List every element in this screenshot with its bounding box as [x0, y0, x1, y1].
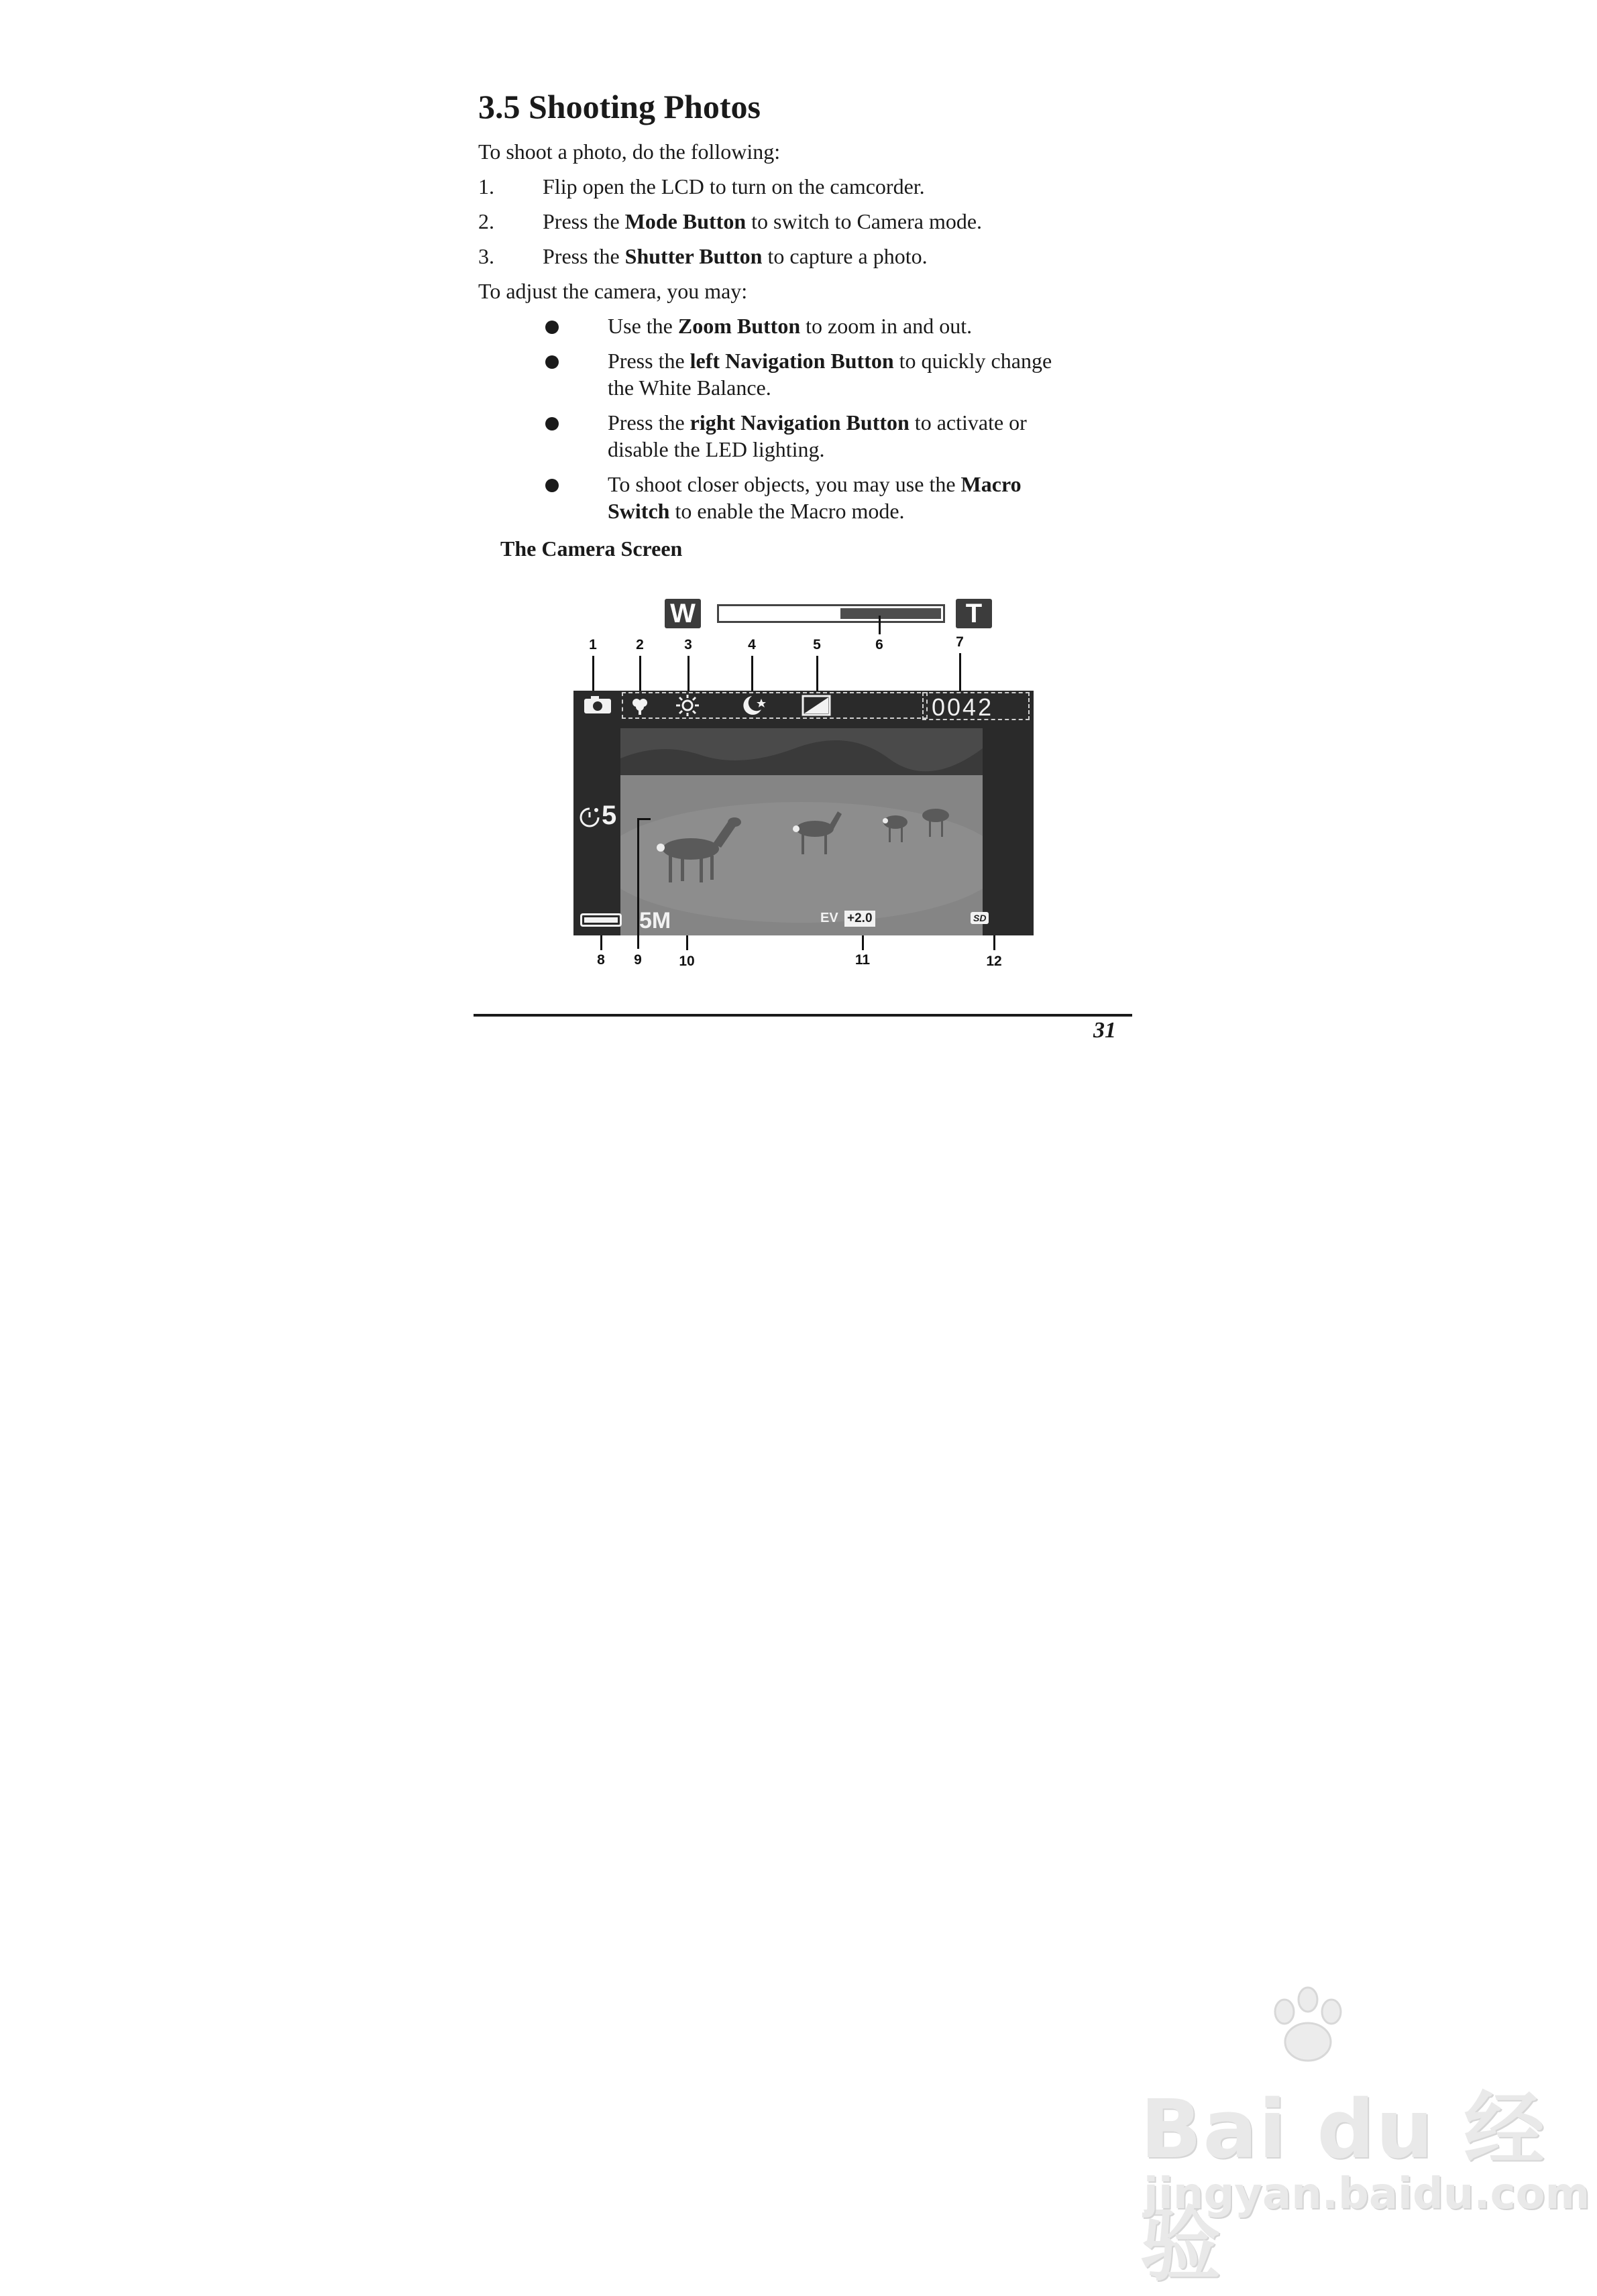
callout-label: 9 [634, 952, 642, 968]
bullet-text: Press the right Navigation Button to activate or [608, 410, 1027, 435]
bullet-dot [545, 355, 559, 369]
callout-label: 7 [956, 634, 964, 650]
adjust-intro-text: To adjust the camera, you may: [478, 279, 748, 303]
page-number: 31 [1093, 1018, 1116, 1043]
callout-label: 6 [875, 637, 883, 652]
bullet-dot [545, 479, 559, 492]
callout-line [600, 935, 602, 950]
sd-card-icon: SD [971, 912, 989, 924]
callout-line [816, 656, 818, 691]
battery-icon [580, 913, 622, 927]
step-number: 3. [478, 244, 494, 268]
resolution-indicator: 5M [639, 908, 671, 933]
step-text: Press the Mode Button to switch to Camera mode. [543, 209, 983, 233]
bullet-text-continuation: Switch to enable the Macro mode. [608, 499, 905, 523]
callout-line [639, 656, 641, 691]
self-timer-icon [577, 805, 602, 829]
camera-mode-icon [582, 693, 614, 716]
contrast-icon [802, 695, 831, 716]
bullet-dot [545, 321, 559, 334]
sun-white-balance-icon [674, 693, 701, 718]
callout-line [751, 656, 753, 691]
callout-line [879, 616, 881, 634]
callout-line [686, 935, 688, 950]
callout-label: 4 [748, 637, 756, 652]
camera-screen-figure [573, 597, 1043, 979]
watermark-brand: Bai du 经验 [1140, 2083, 1546, 2292]
callout-label: 5 [813, 637, 821, 652]
callout-line [637, 818, 651, 820]
intro-text: To shoot a photo, do the following: [478, 139, 781, 164]
zoom-level-fill [840, 608, 941, 619]
callout-label: 8 [597, 952, 605, 968]
callout-label: 3 [684, 637, 692, 652]
section-heading: 3.5 Shooting Photos [478, 88, 761, 125]
settings-icon-group [622, 692, 928, 719]
bullet-text: Press the left Navigation Button to quickly change [608, 349, 1052, 373]
step-text: Flip open the LCD to turn on the camcorder. [543, 174, 925, 198]
footer-rule [474, 1014, 1132, 1017]
lcd-screen [573, 691, 1034, 935]
zoom-tele-label: T [956, 599, 992, 628]
figure-caption: The Camera Screen [500, 536, 683, 561]
step-number: 1. [478, 174, 494, 198]
callout-line [959, 653, 961, 691]
preview-photo [620, 728, 983, 935]
callout-line [993, 935, 995, 950]
callout-line [592, 656, 594, 691]
watermark-url: jingyan.baidu.com [1144, 2169, 1590, 2219]
bullet-dot [545, 417, 559, 431]
bullet-text-continuation: the White Balance. [608, 376, 771, 400]
zoom-wide-label: W [665, 599, 701, 628]
zoom-bar [624, 597, 1000, 630]
callout-label: 10 [679, 954, 695, 969]
bullet-text: Use the Zoom Button to zoom in and out. [608, 314, 973, 338]
macro-flower-icon [628, 695, 651, 716]
zoom-track [717, 604, 945, 623]
bullet-text: To shoot closer objects, you may use the Macro [608, 472, 1022, 496]
callout-line [687, 656, 690, 691]
ev-label: EV [820, 911, 838, 925]
callout-label: 1 [589, 637, 597, 652]
bullet-text-continuation: disable the LED lighting. [608, 437, 825, 461]
callout-line [637, 818, 639, 949]
shots-remaining-counter: 0042 [932, 693, 994, 721]
step-number: 2. [478, 209, 494, 233]
step-text: Press the Shutter Button to capture a photo. [543, 244, 928, 268]
self-timer-seconds: 5 [602, 801, 617, 830]
callout-label: 11 [855, 952, 871, 968]
paw-logo-icon [1261, 1985, 1355, 2065]
callout-label: 2 [636, 637, 644, 652]
callout-label: 12 [986, 954, 1002, 969]
night-mode-moon-icon [738, 693, 768, 718]
callout-line [862, 935, 864, 950]
ev-value-badge: +2.0 [844, 911, 875, 927]
